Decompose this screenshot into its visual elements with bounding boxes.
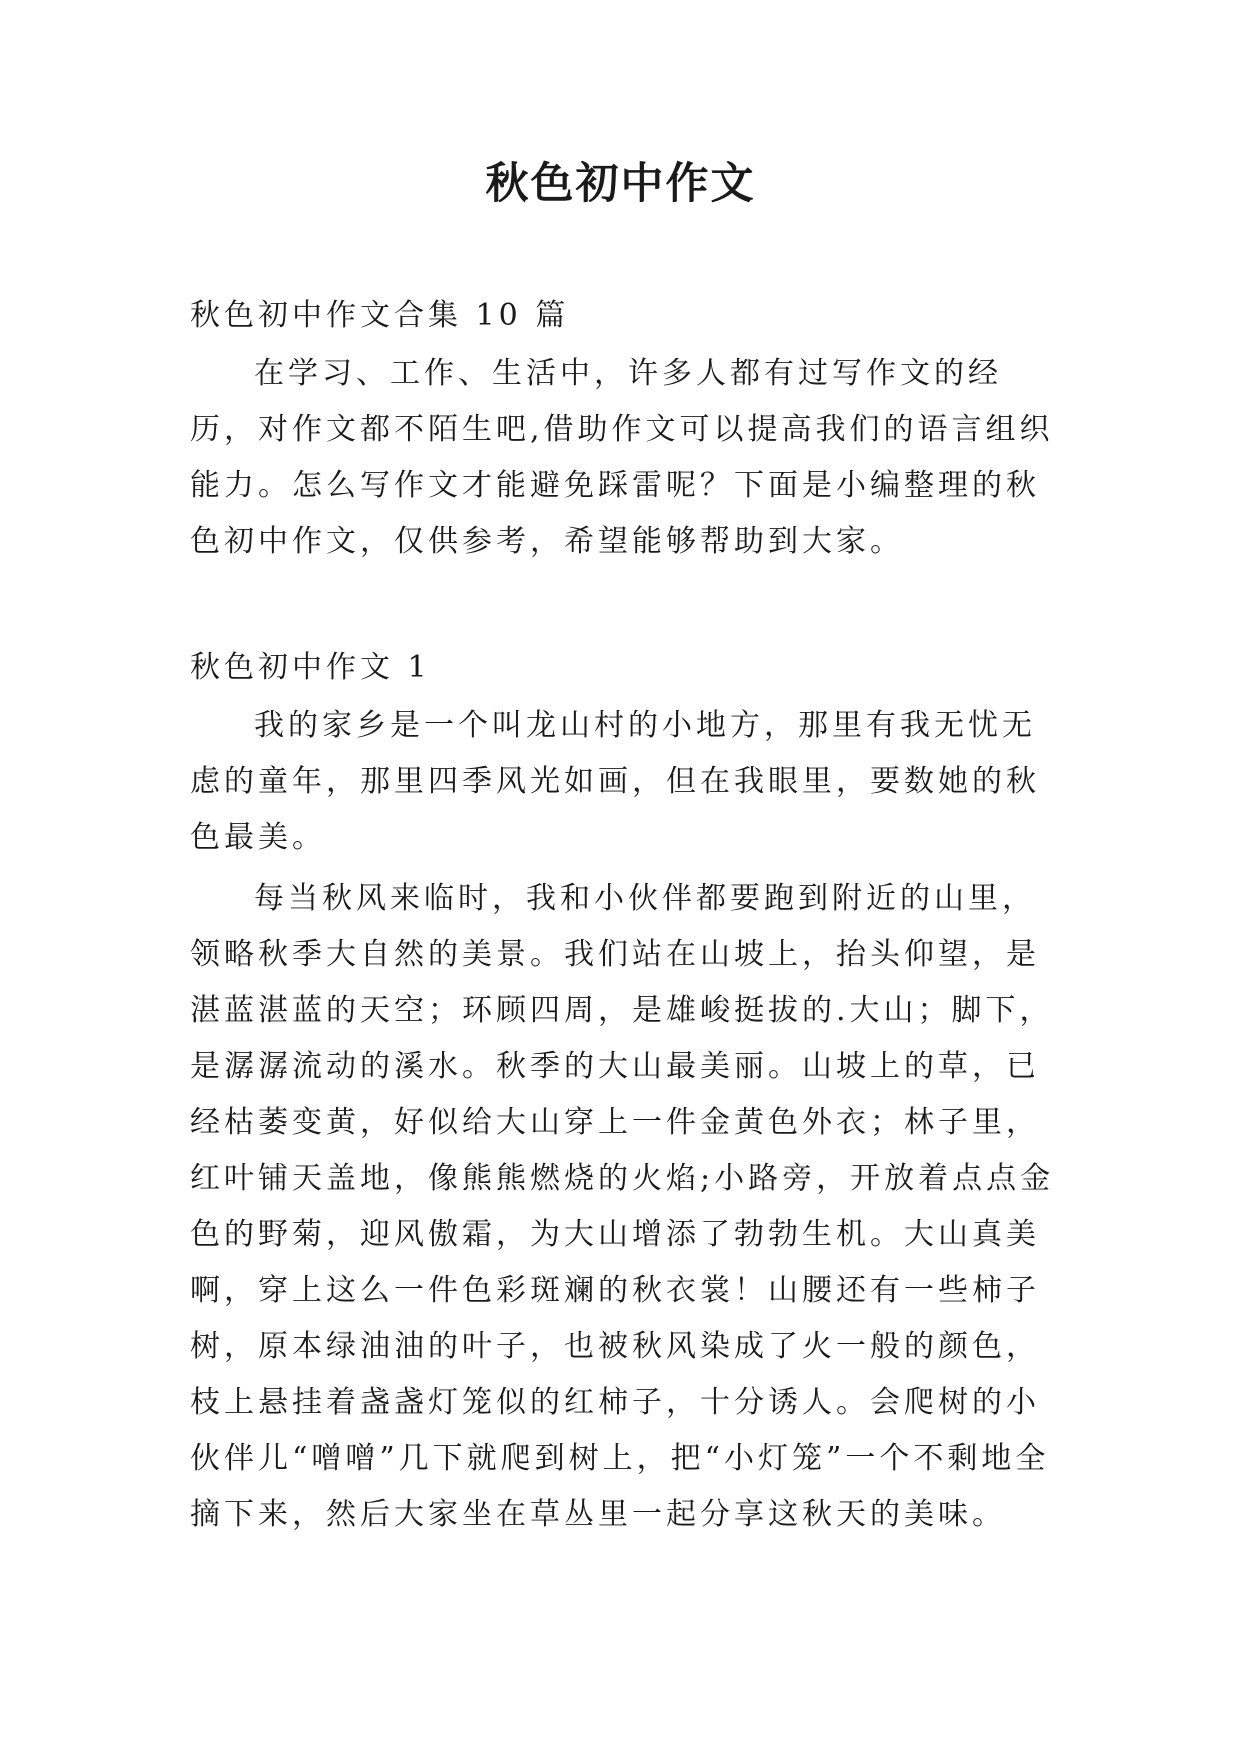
collection-subtitle: 秋色初中作文合集 10 篇 [190,298,570,333]
section-heading: 秋色初中作文 1 [190,650,431,685]
essay-paragraph: 我的家乡是一个叫龙山村的小地方，那里有我无忧无虑的童年，那里四季风光如画，但在我眼里，要数她的秋色最美。 [190,708,1040,855]
essay-paragraph: 每当秋风来临时，我和小伙伴都要跑到附近的山里，领略秋季大自然的美景。我们站在山坡上，抬头仰望，是湛蓝湛蓝的天空；环顾四周，是雄峻挺拔的.大山；脚下，是潺潺流动的溪水。秋季的大山最美丽。山坡上的草，已经枯萎变黄，好似给大山穿上一件金黄色外衣；林子里，红叶铺天盖地，像熊熊燃烧的火焰;小路旁，开放着点点金色的野菊，迎风傲霜，为大山增添了勃勃生机。大山真美啊，穿上这么一件色彩斑斓的秋衣裳！山腰还有一些柿子树，原本绿油油的叶子，也被秋风染成了火一般的颜色，枝上悬挂着盏盏灯笼似的红柿子，十分诱人。会爬树的小伙伴儿“噌噌”几下就爬到树上，把“小灯笼”一个不剩地全摘下来，然后大家坐在草丛里一起分享这秋天的美味。 [190,881,1055,1532]
document-title: 秋色初中作文 [485,159,756,209]
intro-paragraph: 在学习、工作、生活中，许多人都有过写作文的经历，对作文都不陌生吧,借助作文可以提高我们的语言组织能力。怎么写作文才能避免踩雷呢？下面是小编整理的秋色初中作文，仅供参考，希望能够帮助到大家。 [190,356,1054,559]
